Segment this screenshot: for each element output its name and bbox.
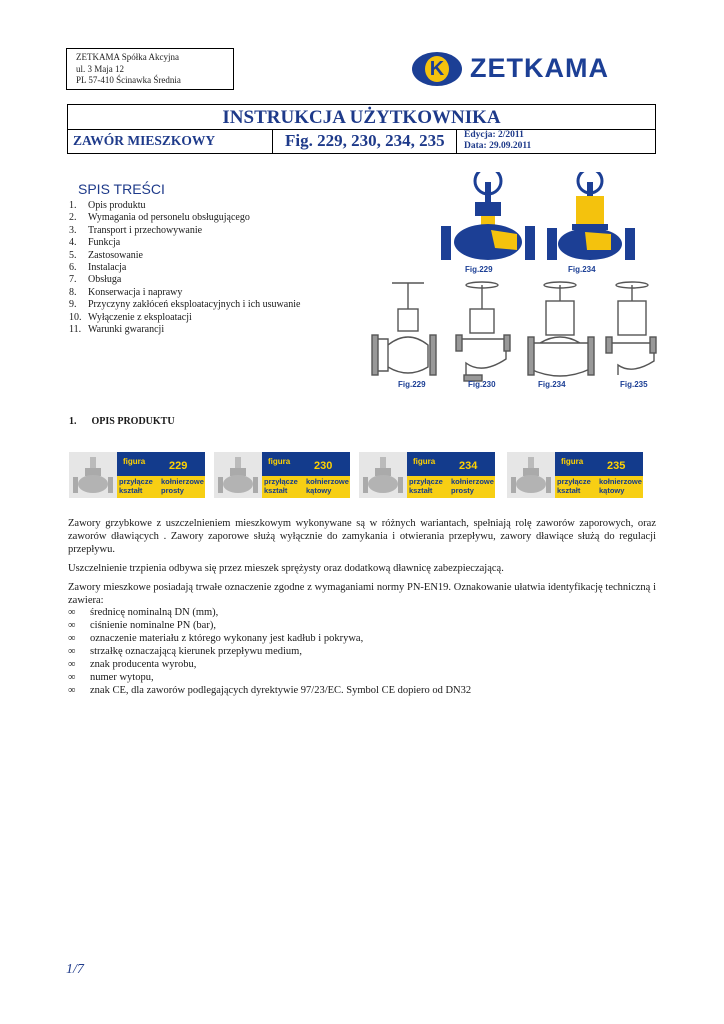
- marking-list-item: [68, 632, 471, 645]
- figure-number: 235: [607, 460, 626, 472]
- drawing-label-229: Fig.229: [398, 380, 426, 389]
- marking-list-text: ciśnienie nominalne PN (bar),: [90, 620, 216, 631]
- company-street: ul. 3 Maja 12: [76, 63, 124, 74]
- toc-item-label: Wymagania od personelu obsługującego: [88, 212, 250, 224]
- company-name: ZETKAMA Spółka Akcyjna: [76, 52, 179, 62]
- valve-photos: [435, 172, 655, 276]
- paragraph-2: Uszczelnienie trzpienia odbywa się przez mieszek sprężysty oraz dodatkową dławnicę zabezpieczającą.: [68, 563, 504, 574]
- toc-item-number: 7.: [69, 274, 77, 286]
- section-heading-1: 1. OPIS PRODUKTU: [69, 416, 175, 427]
- edition-info: [458, 129, 655, 153]
- marking-list-item: [68, 658, 471, 671]
- figure-numbers: Fig. 229, 230, 234, 235: [274, 129, 457, 153]
- figure-spec-values: kołnierzowe kątowy: [306, 477, 349, 495]
- valve-drawing-235: [606, 282, 656, 375]
- bullet-infinity-icon: ∞: [68, 633, 76, 644]
- valve-thumbnail-icon: [214, 452, 262, 498]
- marking-list: [68, 606, 471, 697]
- figure-label: figura: [561, 457, 584, 466]
- toc-item-number: 1.: [69, 200, 77, 211]
- zetkama-logo: [412, 50, 657, 90]
- figure-label: figura: [413, 457, 436, 466]
- toc-item: [69, 287, 300, 299]
- figure-specs: [262, 476, 350, 498]
- toc-item: [69, 250, 300, 262]
- bullet-infinity-icon: ∞: [68, 620, 76, 631]
- valve-drawing-230: [456, 282, 510, 381]
- toc-item: [69, 262, 300, 274]
- toc-item-number: 8.: [69, 286, 77, 298]
- figure-number: 230: [314, 460, 333, 472]
- toc-item-number: 11.: [69, 324, 82, 336]
- marking-list-item: [68, 606, 471, 619]
- marking-list-item: [68, 619, 471, 632]
- toc-item-label: Warunki gwarancji: [88, 324, 165, 336]
- drawing-label-230: Fig.230: [468, 380, 496, 389]
- edition: Edycja: 2/2011: [464, 130, 524, 140]
- marking-list-text: średnicę nominalną DN (mm),: [90, 607, 219, 618]
- valve-thumbnail-icon: [359, 452, 407, 498]
- marking-list-item: [68, 671, 471, 684]
- toc-item: [69, 312, 300, 324]
- logo-wordmark: ZETKAMA: [470, 53, 609, 83]
- figure-badge-229: [69, 452, 207, 498]
- marking-list-text: znak CE, dla zaworów podlegających dyrektywie 97/23/EC. Symbol CE dopiero od DN32: [90, 685, 472, 696]
- toc-item: [69, 324, 300, 336]
- toc-item-number: 3.: [69, 224, 77, 236]
- marking-list-item: [68, 645, 471, 658]
- photo-label-234: Fig.234: [568, 265, 596, 274]
- toc-item-number: 2.: [69, 212, 77, 224]
- figure-spec-keys: przyłącze kształt: [264, 477, 298, 495]
- figure-spec-values: kołnierzowe kątowy: [599, 477, 642, 495]
- marking-list-text: oznaczenie materiału z którego wykonany jest kadłub i pokrywa,: [90, 633, 364, 644]
- bullet-infinity-icon: ∞: [68, 607, 76, 618]
- company-address-box: [66, 48, 234, 90]
- figure-badge-234: [359, 452, 497, 498]
- valve-drawings: [370, 279, 658, 391]
- valve-drawing-234: [528, 282, 594, 376]
- figure-label: figura: [268, 457, 291, 466]
- toc-item-number: 10.: [69, 311, 82, 323]
- page-number: 1/7: [66, 962, 84, 977]
- figure-header: [407, 452, 495, 476]
- toc-list: [69, 200, 300, 336]
- toc-item: [69, 212, 300, 224]
- valve-photo-229: [441, 172, 535, 260]
- valve-photo-234: [547, 172, 635, 260]
- figure-number: 234: [459, 460, 478, 472]
- title-table: [67, 104, 656, 154]
- logo-mark-icon: K: [412, 52, 462, 86]
- drawing-label-235: Fig.235: [620, 380, 648, 389]
- toc-item-label: Obsługa: [88, 274, 122, 286]
- figure-label: figura: [123, 457, 146, 466]
- photo-label-229: Fig.229: [465, 265, 493, 274]
- figure-badge-235: [507, 452, 645, 498]
- figure-header: [555, 452, 643, 476]
- marking-list-text: strzałkę oznaczającą kierunek przepływu medium,: [90, 646, 302, 657]
- figure-header: [117, 452, 205, 476]
- toc-item-label: Transport i przechowywanie: [88, 224, 203, 236]
- marking-list-text: numer wytopu,: [90, 672, 154, 683]
- figure-number: 229: [169, 460, 188, 472]
- marking-list-text: znak producenta wyrobu,: [90, 659, 197, 670]
- toc-item-label: Konserwacja i naprawy: [88, 286, 183, 298]
- marking-list-item: [68, 684, 471, 697]
- toc-item-number: 5.: [69, 249, 77, 261]
- figure-header: [262, 452, 350, 476]
- drawing-label-234: Fig.234: [538, 380, 566, 389]
- toc-item-number: 6.: [69, 262, 77, 274]
- figure-specs: [407, 476, 495, 498]
- toc-item: [69, 225, 300, 237]
- valve-thumbnail-icon: [69, 452, 117, 498]
- toc-item: [69, 299, 300, 311]
- toc-item-label: Zastosowanie: [88, 249, 143, 261]
- bullet-infinity-icon: ∞: [68, 659, 76, 670]
- valve-drawing-229: [372, 283, 436, 375]
- figure-badge-230: [214, 452, 352, 498]
- toc-item: [69, 200, 300, 212]
- paragraph-3: Zawory mieszkowe posiadają trwałe oznaczenie zgodne z wymaganiami normy PN-EN19. Oznakowanie ułatwia identyfikację techniczną i zawiera:: [68, 582, 656, 606]
- product-name: ZAWÓR MIESZKOWY: [68, 129, 273, 153]
- toc-item-number: 9.: [69, 299, 77, 311]
- edition-date: Data: 29.09.2011: [464, 141, 532, 151]
- figure-spec-keys: przyłącze kształt: [409, 477, 443, 495]
- toc-title: SPIS TREŚCI: [78, 181, 165, 197]
- toc-item-label: Instalacja: [88, 262, 127, 274]
- figure-spec-keys: przyłącze kształt: [119, 477, 153, 495]
- figure-specs: [117, 476, 205, 498]
- figure-specs: [555, 476, 643, 498]
- bullet-infinity-icon: ∞: [68, 685, 76, 696]
- valve-thumbnail-icon: [507, 452, 555, 498]
- figure-spec-values: kołnierzowe prosty: [451, 477, 494, 495]
- toc-item-label: Wyłączenie z eksploatacji: [88, 311, 192, 323]
- bullet-infinity-icon: ∞: [68, 646, 76, 657]
- document-title: INSTRUKCJA UŻYTKOWNIKA: [68, 105, 655, 130]
- toc-item-label: Funkcja: [88, 237, 121, 249]
- toc-item-label: Przyczyny zakłóceń eksploatacyjnych i ich usuwanie: [88, 299, 301, 311]
- toc-item: [69, 274, 300, 286]
- figure-spec-values: kołnierzowe prosty: [161, 477, 204, 495]
- paragraph-1: Zawory grzybkowe z uszczelnieniem mieszkowym wykonywane są w różnych wariantach, spełniają rolę zaworów zaporowych, oraz zaworów dławiących . Zawory zaporowe służą wyłącznie do zamykania i otwierania przepływu, zawory dławiące służą do regulacji przepływu.: [68, 518, 656, 555]
- toc-item-number: 4.: [69, 237, 77, 249]
- toc-item-label: Opis produktu: [88, 200, 146, 211]
- figure-spec-keys: przyłącze kształt: [557, 477, 591, 495]
- company-city: PL 57-410 Ścinawka Średnia: [76, 75, 181, 85]
- bullet-infinity-icon: ∞: [68, 672, 76, 683]
- toc-item: [69, 237, 300, 249]
